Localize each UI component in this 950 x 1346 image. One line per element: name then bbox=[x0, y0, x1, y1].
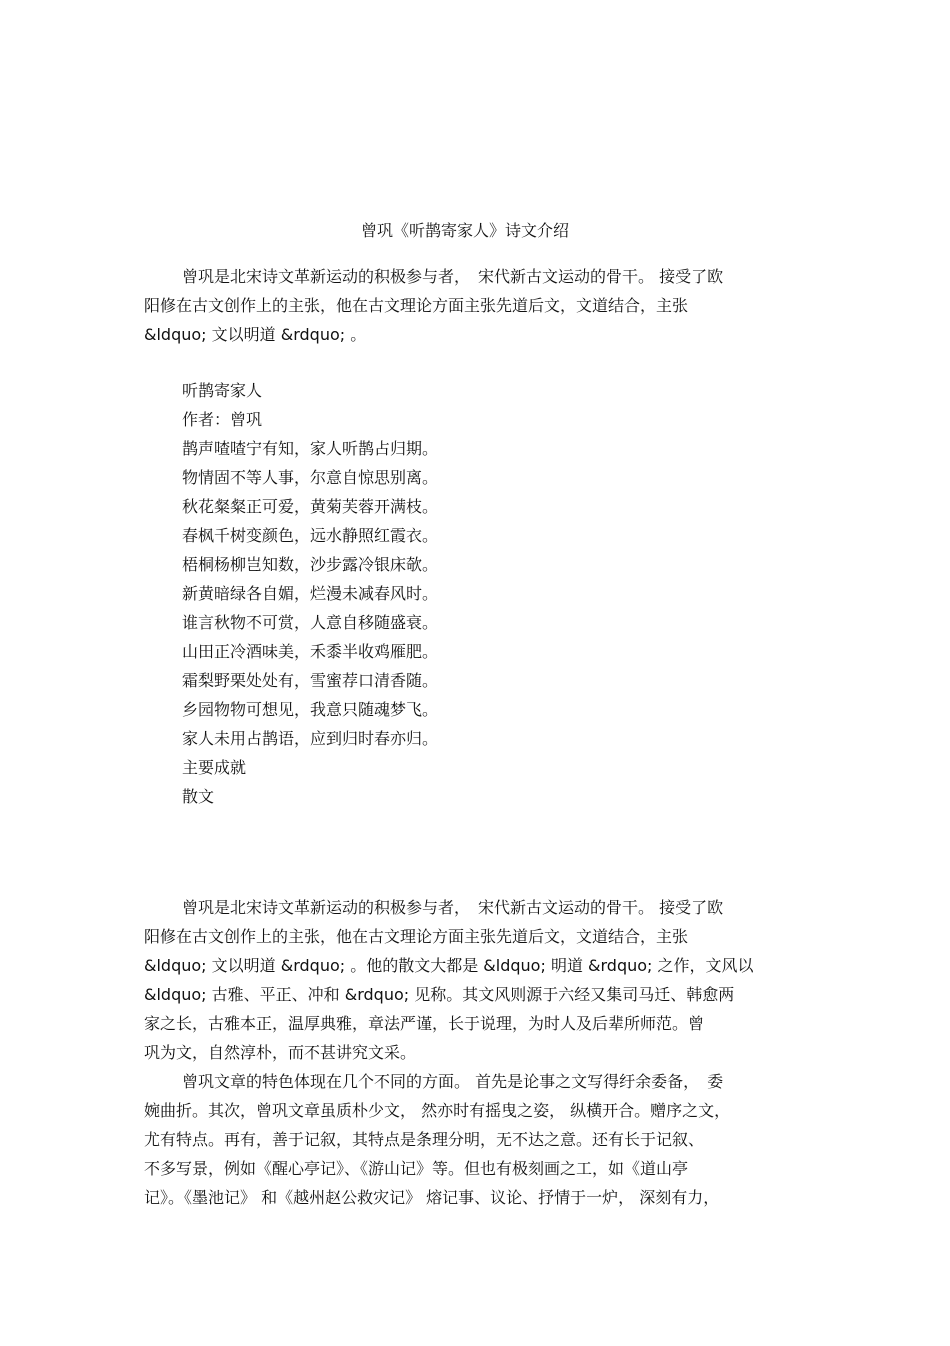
poem-line: 家人未用占鹊语，应到归时春亦归。 bbox=[182, 729, 439, 748]
poem-author: 作者：曾巩 bbox=[182, 410, 263, 429]
body-line: 不多写景，例如《醒心亭记》、《游山记》等。但也有极刻画之工，如《道山亭 bbox=[144, 1159, 689, 1178]
body-line: 曾巩是北宋诗文革新运动的积极参与者， 宋代新古文运动的骨干。 接受了欧 bbox=[182, 898, 724, 917]
body-line: 巩为文，自然淳朴，而不甚讲究文采。 bbox=[144, 1043, 417, 1062]
body-paragraph-2 bbox=[144, 1067, 806, 1212]
body-line: 尤有特点。再有，善于记叙，其特点是条理分明，无不达之意。还有长于记叙、 bbox=[144, 1130, 705, 1149]
body-line: &ldquo; 古雅、平正、冲和 &rdquo; 见称。其文风则源于六经又集司马迁、韩愈两 bbox=[144, 985, 735, 1004]
intro-line: 阳修在古文创作上的主张，他在古文理论方面主张先道后文，文道结合，主张 bbox=[144, 296, 689, 315]
document-title: 曾巩《听鹊寄家人》诗文介绍 bbox=[360, 221, 569, 240]
poem-line: 秋花粲粲正可爱，黄菊芙蓉开满枝。 bbox=[182, 497, 439, 516]
poem-line: 霜梨野栗处处有，雪蜜荐口清香随。 bbox=[182, 671, 439, 690]
poem-line: 梧桐杨柳岂知数，沙步露冷银床欹。 bbox=[182, 555, 439, 574]
body-line: &ldquo; 文以明道 &rdquo; 。他的散文大都是 &ldquo; 明道 &rdquo; 之作，文风以 bbox=[144, 956, 754, 975]
poem-line: 新黄暗绿各自媚，烂漫未减春风时。 bbox=[182, 584, 439, 603]
poem-line: 乡园物物可想见，我意只随魂梦飞。 bbox=[182, 700, 439, 719]
section-heading-prose: 散文 bbox=[182, 787, 215, 806]
poem-line: 物情固不等人事，尔意自惊思别离。 bbox=[182, 468, 439, 487]
intro-paragraph bbox=[144, 262, 806, 349]
body-line: 记》。《墨池记》 和《越州赵公救灾记》 熔记事、议论、抒情于一炉， 深刻有力， bbox=[144, 1188, 720, 1207]
body-line: 曾巩文章的特色体现在几个不同的方面。 首先是论事之文写得纡余委备， 委 bbox=[182, 1072, 724, 1091]
poem-block bbox=[182, 376, 438, 811]
body-paragraph-1 bbox=[144, 893, 806, 1067]
intro-line: &ldquo; 文以明道 &rdquo; 。 bbox=[144, 325, 367, 344]
poem-line: 山田正冷酒味美，禾黍半收鸡雁肥。 bbox=[182, 642, 439, 661]
body-line: 婉曲折。其次，曾巩文章虽质朴少文， 然亦时有摇曳之姿， 纵横开合。赠序之文， bbox=[144, 1101, 731, 1120]
poem-line: 春枫千树变颜色，远水静照红霞衣。 bbox=[182, 526, 439, 545]
section-heading-achievements: 主要成就 bbox=[182, 758, 247, 777]
intro-line: 曾巩是北宋诗文革新运动的积极参与者， 宋代新古文运动的骨干。 接受了欧 bbox=[182, 267, 724, 286]
poem-title: 听鹊寄家人 bbox=[182, 381, 263, 400]
poem-line: 鹊声喳喳宁有知，家人听鹊占归期。 bbox=[182, 439, 439, 458]
body-line: 家之长，古雅本正，温厚典雅，章法严谨，长于说理，为时人及后辈所师范。曾 bbox=[144, 1014, 705, 1033]
body-line: 阳修在古文创作上的主张，他在古文理论方面主张先道后文，文道结合，主张 bbox=[144, 927, 689, 946]
poem-line: 谁言秋物不可赏，人意自移随盛衰。 bbox=[182, 613, 439, 632]
